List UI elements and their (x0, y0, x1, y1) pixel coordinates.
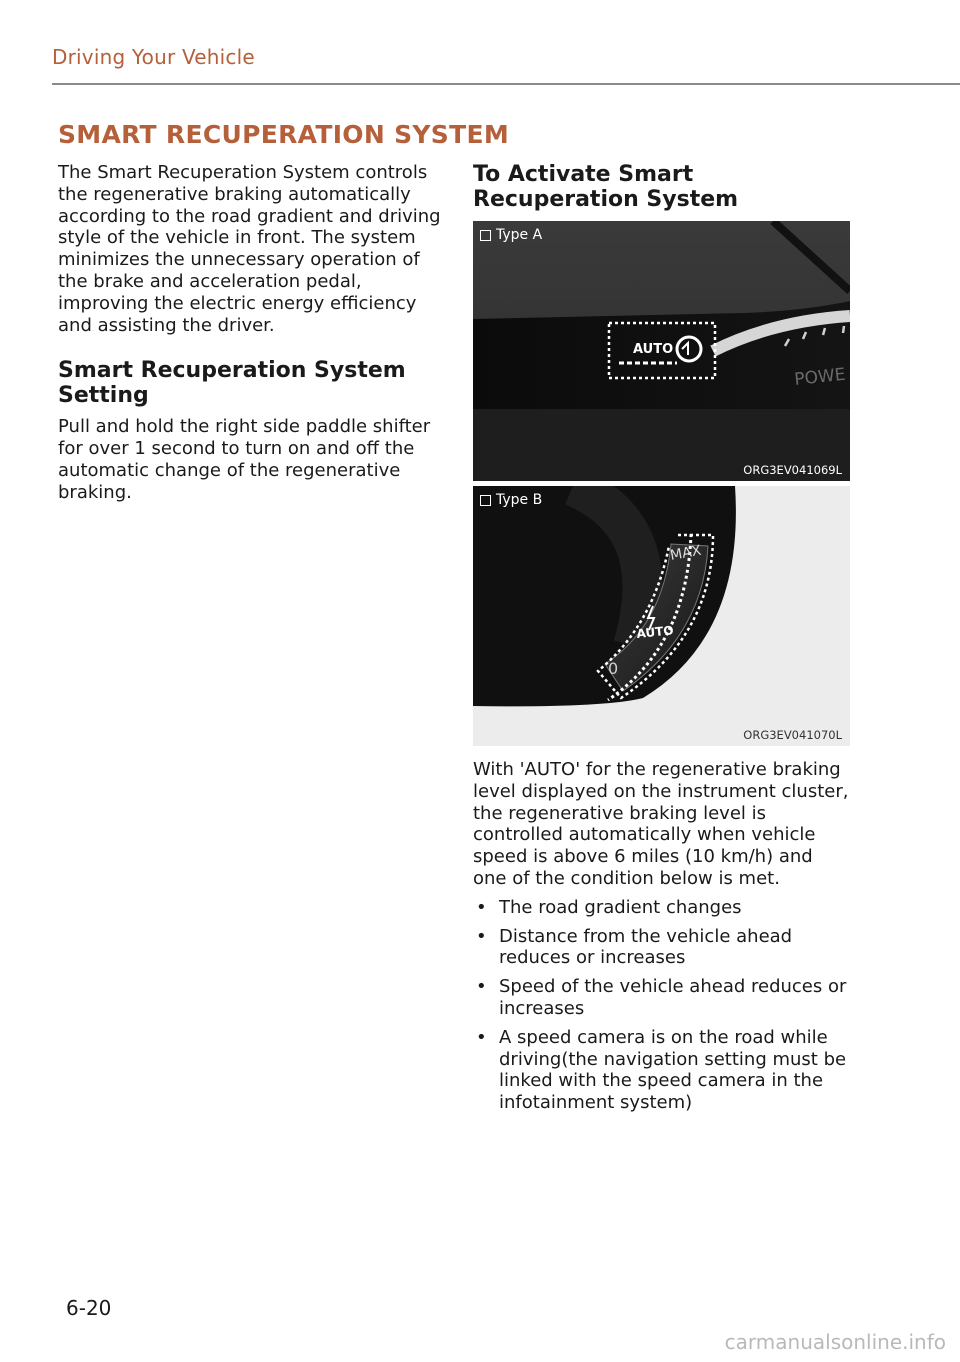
figure-b-code: ORG3EV041070L (743, 728, 842, 742)
list-item: • Speed of the vehicle ahead reduces or increases (473, 976, 850, 1020)
checkbox-square-icon (480, 230, 491, 241)
list-item: • The road gradient changes (473, 897, 850, 919)
setting-paragraph: Pull and hold the right side paddle shifter for over 1 second to turn on and off the automatic change of the regenerative braking. (58, 416, 431, 503)
figure-a-code: ORG3EV041069L (743, 463, 842, 477)
max-label-text: MAX (668, 542, 703, 564)
activate-paragraph: With 'AUTO' for the regenerative braking level displayed on the instrument cluster, the regenerative braking level is controlled automatically when vehicle speed is above 6 miles (10 km/h) and one of the condition below is met. (473, 759, 849, 889)
figure-type-b (473, 486, 850, 746)
figure-b-label-text: Type B (496, 492, 543, 508)
list-item: • Distance from the vehicle ahead reduces or increases (473, 926, 850, 970)
figure-b-label (480, 492, 542, 508)
auto-indicator-text-a: AUTO (633, 342, 674, 357)
right-column (473, 162, 850, 1121)
activate-heading: To Activate Smart Recuperation System (473, 162, 739, 212)
intro-paragraph: The Smart Recuperation System controls the regenerative braking automatically according to the road gradient and driving style of the vehicle in front. The system minimizes the unnecessary operation of the brake and acceleration pedal, improving the electric energy efficiency and assisting the driver. (58, 162, 441, 336)
condition-list (473, 897, 850, 1114)
figure-a-label-text: Type A (496, 227, 543, 243)
left-column (58, 162, 442, 504)
header-title: Driving Your Vehicle (52, 45, 255, 69)
list-item: • A speed camera is on the road while driving(the navigation setting must be linked with the speed camera in the infotainment system) (473, 1027, 850, 1114)
zero-label-text: 0 (608, 659, 619, 678)
auto-indicator-text-b: AUTO (635, 623, 675, 641)
page-number: 6-20 (66, 1296, 112, 1320)
figure-a-label (480, 227, 542, 243)
power-gauge-text: POWE (793, 364, 847, 390)
checkbox-square-icon (480, 495, 491, 506)
section-title: SMART RECUPERATION SYSTEM (58, 120, 510, 149)
cluster-illustration-b (473, 486, 850, 746)
setting-heading: Smart Recuperation System Setting (58, 358, 406, 409)
header-divider (52, 83, 960, 85)
cluster-illustration-a (473, 221, 850, 481)
figure-type-a (473, 221, 850, 481)
watermark: carmanualsonline.info (724, 1330, 946, 1354)
